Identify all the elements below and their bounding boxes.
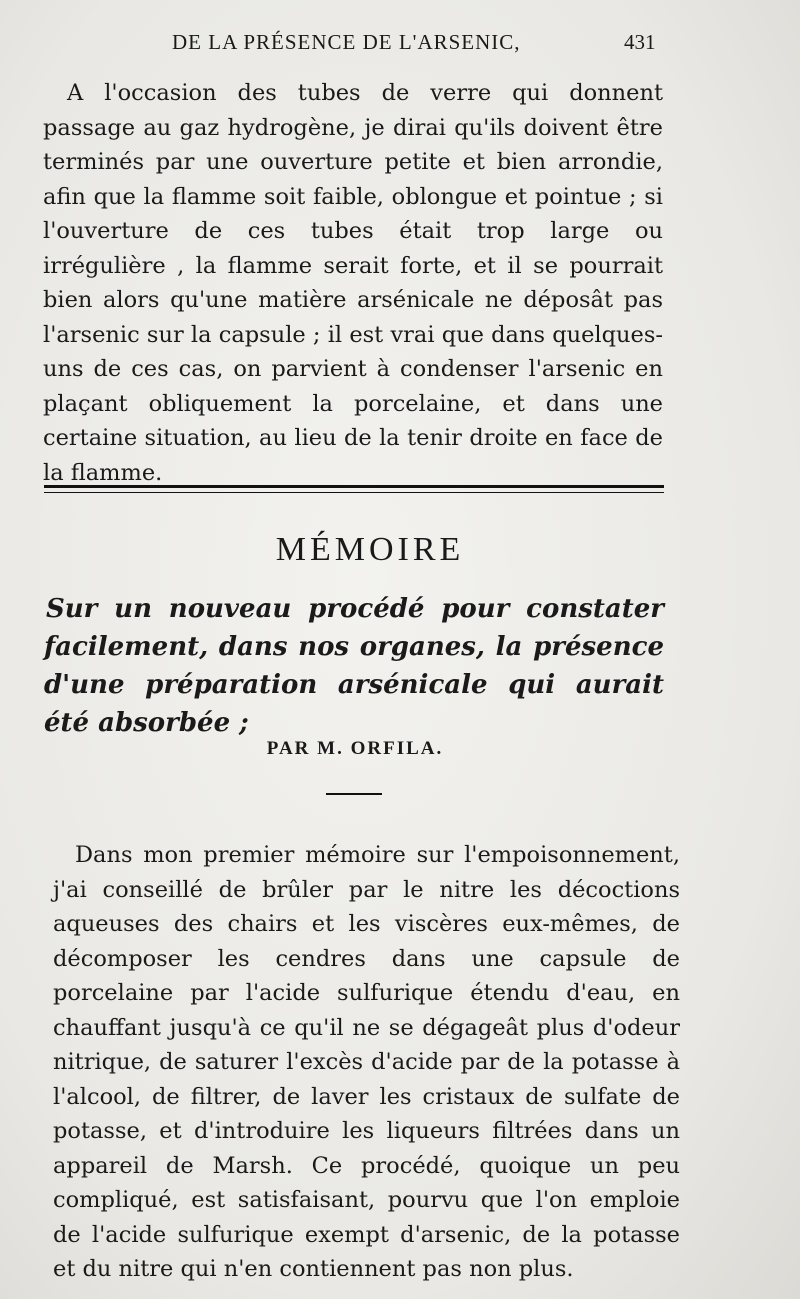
page-number: 431 <box>624 30 656 54</box>
section-divider-thick <box>44 485 664 488</box>
memoir-subtitle: Sur un nouveau procédé pour constater facilement, dans nos organes, la présence d'une préparation arsénicale qui aurait été absorbée ; <box>44 594 664 738</box>
intro-paragraph: A l'occasion des tubes de verre qui donnent passage au gaz hydrogène, je dirai qu'ils doivent être terminés par une ouverture petite et bien arrondie, afin que la flamme soit faible, oblongue et pointue ; si l'ouverture de ces tubes était trop large ou irrégulière , la flamme serait forte, et il se pourrait bien alors qu'une matière arsénicale ne déposât pas l'arsenic sur la capsule ; il est vrai que dans quelques-uns de ces cas, on parvient à condenser l'arsenic en plaçant obliquement la porcelaine, et dans une certaine situation, au lieu de la tenir droite en face de la flamme. <box>43 80 663 486</box>
memoir-title: MÉMOIRE <box>275 531 465 568</box>
memoir-first-paragraph: Dans mon premier mémoire sur l'empoisonnement, j'ai conseillé de brûler par le nitre les décoctions aqueuses des chairs et les viscères eux-mêmes, de décomposer les cendres dans une capsule de porcelaine par l'acide sulfurique étendu d'eau, en chauffant jusqu'à ce qu'il ne se dégageât plus d'odeur nitrique, de saturer l'excès d'acide par de la potasse à l'alcool, de filtrer, de laver les cristaux de sulfate de potasse, et d'introduire les liqueurs filtrées dans un appareil de Marsh. Ce procédé, quoique un peu compliqué, est satisfaisant, pourvu que l'on emploie de l'acide sulfurique exempt d'arsenic, de la potasse et du nitre qui n'en contiennent pas non plus. <box>53 842 680 1282</box>
running-header: DE LA PRÉSENCE DE L'ARSENIC, <box>172 30 521 54</box>
section-divider-thin <box>44 492 664 493</box>
memoir-author: PAR M. ORFILA. <box>266 738 444 759</box>
author-divider <box>326 793 382 795</box>
